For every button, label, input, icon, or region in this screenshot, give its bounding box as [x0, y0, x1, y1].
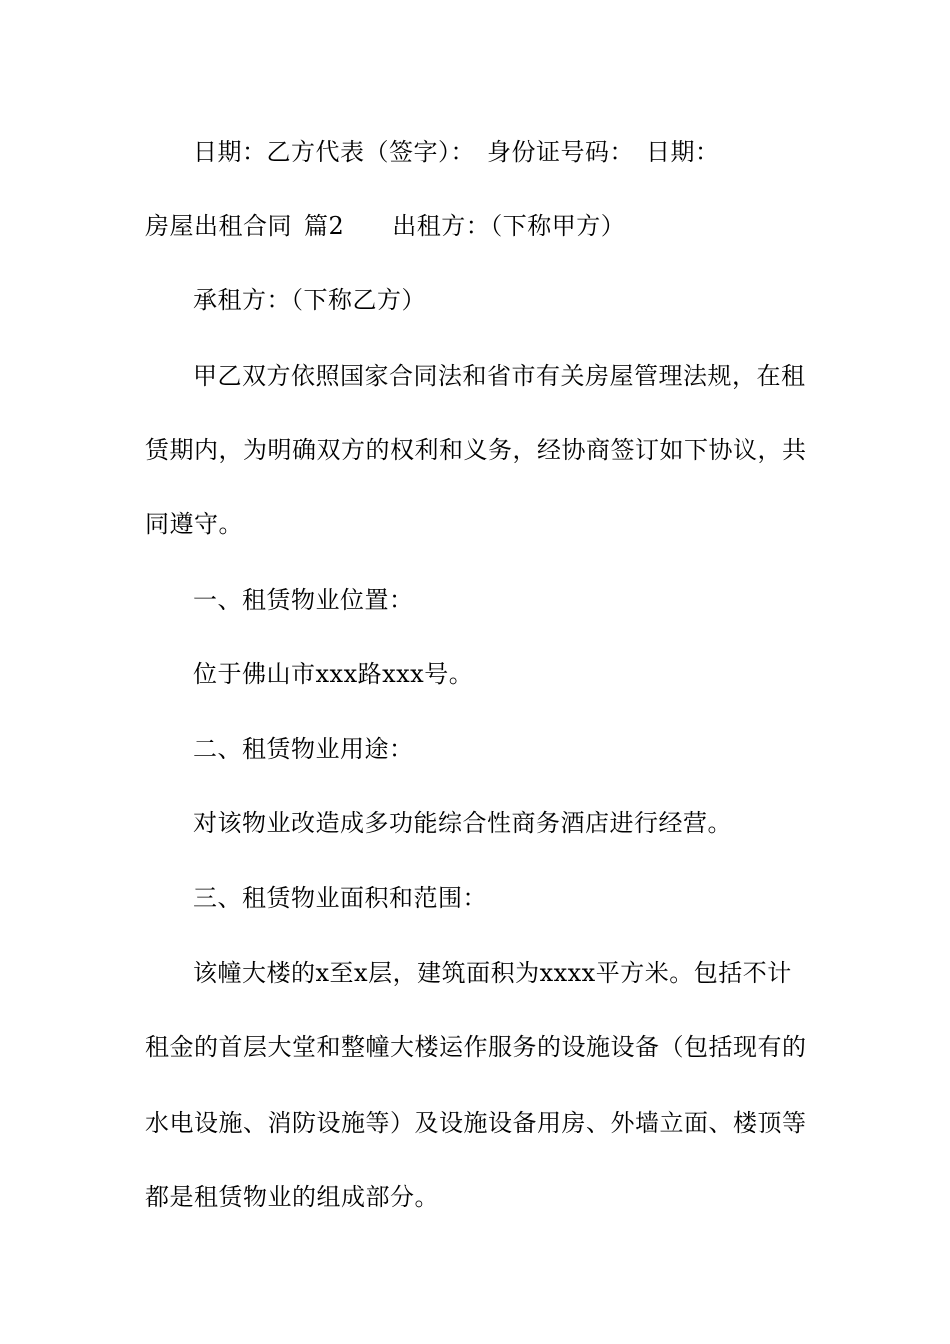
paragraph-line: 甲乙双方依照国家合同法和省市有关房屋管理法规，在租: [193, 362, 806, 390]
lessee-label: 承租方：（下称乙方）: [193, 286, 426, 314]
date-label: 日期：: [646, 138, 720, 166]
paragraph-line: 租金的首层大堂和整幢大楼运作服务的设施设备（包括现有的: [145, 1033, 807, 1061]
paragraph-line: 水电设施、消防设施等）及设施设备用房、外墙立面、楼顶等: [145, 1109, 807, 1137]
section-heading: 一、租赁物业位置：: [193, 586, 414, 614]
section-heading: 三、租赁物业面积和范围：: [193, 884, 487, 912]
contract-part-number: 篇2: [304, 212, 345, 240]
paragraph-line: 对该物业改造成多功能综合性商务酒店进行经营。: [193, 809, 732, 837]
paragraph-line: 赁期内，为明确双方的权利和义务，经协商签订如下协议，共: [145, 436, 807, 464]
signature-line: [145, 137, 858, 167]
contract-heading-line: [145, 211, 810, 241]
signature-date-label: 日期：乙方代表（签字）：: [193, 138, 475, 166]
paragraph-line: 该幢大楼的x至x层，建筑面积为xxxx平方米。包括不计: [193, 959, 792, 987]
section-heading: 二、租赁物业用途：: [193, 735, 414, 763]
paragraph-line: 都是租赁物业的组成部分。: [145, 1183, 439, 1211]
paragraph-line: 同遵守。: [145, 510, 243, 538]
paragraph-line: 位于佛山市xxx路xxx号。: [193, 660, 474, 688]
contract-title: 房屋出租合同: [145, 212, 292, 240]
id-number-label: 身份证号码：: [487, 138, 634, 166]
lessor-label: 出租方：（下称甲方）: [392, 212, 626, 240]
